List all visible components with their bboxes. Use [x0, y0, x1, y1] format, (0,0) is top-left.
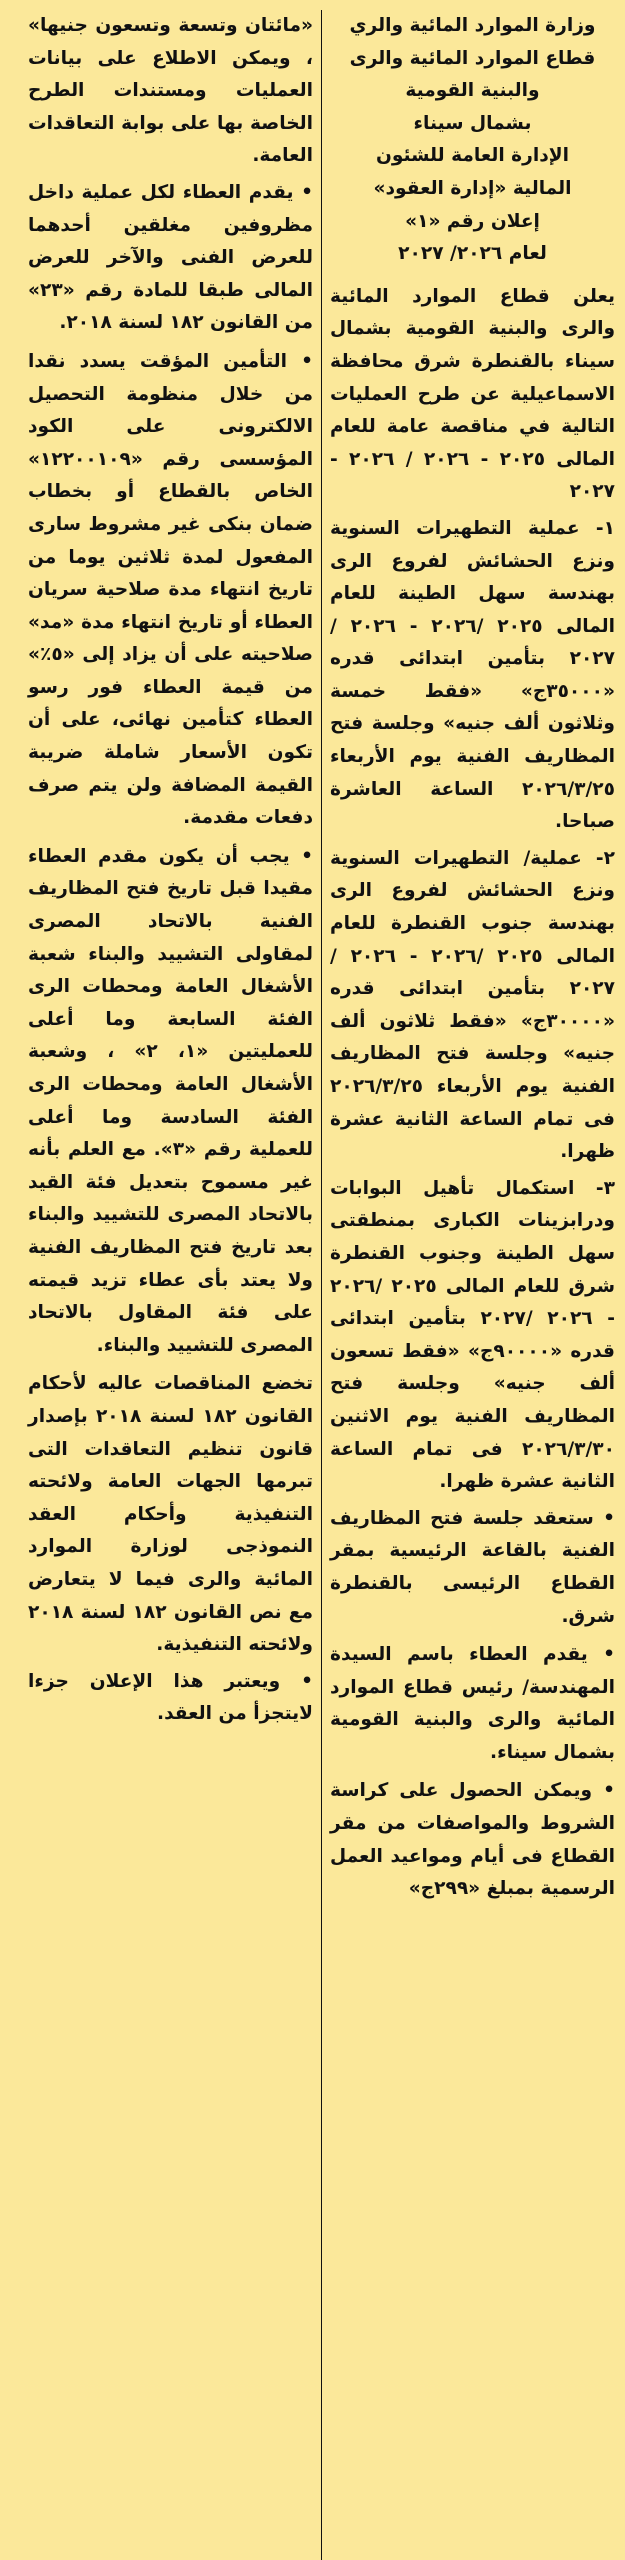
note-bid-addressee: • يقدم العطاء باسم السيدة المهندسة/ رئيس قطاع الموارد المائية والرى والبنية القومية بشمال سيناء.: [330, 1644, 615, 1763]
column-divider: [321, 10, 322, 2560]
booklet-price-continued: «مائتان وتسعة وتسعون جنيها» ، ويمكن الاطلاع على بيانات العمليات ومستندات الطرح الخاصة بها على بوابة التعاقدات العامة.: [28, 15, 313, 167]
intro-paragraph: يعلن قطاع الموارد المائية والرى والبنية القومية بشمال سيناء بالقنطرة شرق محافظة الاسماعيلية عن طرح العمليات التالية في مناقصة عامة للعام المالى ٢٠٢٥ - ٢٠٢٦ / ٢٠٢٦ - ٢٠٢٧: [330, 285, 615, 503]
left-column: [28, 10, 321, 2560]
ministry-name: وزارة الموارد المائية والري: [349, 15, 596, 36]
note-temporary-insurance: • التأمين المؤقت يسدد نقدا من خلال منظومة التحصيل الالكترونى على الكود المؤسسى رقم «١٢٢٠٠١٠٩» الخاص بالقطاع أو بخطاب ضمان بنكى غير مشروط سارى المفعول لمدة ثلاثين يوما من تاريخ انتهاء مدة صلاحية سريان العطاء أو تاريخ انتهاء مدة «مد» صلاحيته على أن يزاد إلى «٥٪» من قيمة العطاء فور رسو العطاء كتأمين نهائى، على أن تكون الأسعار شاملة ضريبة القيمة المضافة ولن يتم صرف دفعات مقدمة.: [28, 350, 313, 829]
department-line2: المالية «إدارة العقود»: [373, 177, 572, 199]
announcement-number: إعلان رقم «١»: [405, 210, 540, 232]
note-contractor-registration: • يجب أن يكون مقدم العطاء مقيدا قبل تاريخ فتح المظاريف الفنية بالاتحاد المصرى لمقاولى التشييد والبناء شعبة الأشغال العامة ومحطات الرى الفئة السابعة وما أعلى للعمليتين «١، ٢» ، وشعبة الأشغال العامة ومحطات الرى الفئة السادسة وما أعلى للعملية رقم «٣». مع العلم بأنه غير مسموح بتعديل فئة القيد بالاتحاد المصرى للتشييد والبناء بعد تاريخ فتح المظاريف الفنية ولا يعتد بأى عطاء تزيد قيمته على فئة المقاول بالاتحاد المصرى للتشييد والبناء.: [28, 845, 313, 1356]
operation-2: ٢- عملية/ التطهيرات السنوية ونزع الحشائش لفروع الرى بهندسة جنوب القنطرة للعام المالى ٢٠٢٥ /٢٠٢٦ - ٢٠٢٦ / ٢٠٢٧ بتأمين ابتدائى قدره «٣٠٠٠٠ج» «فقط ثلاثون ألف جنيه» وجلسة فتح المظاريف الفنية يوم الأربعاء ٢٠٢٦/٣/٢٥ فى تمام الساعة الثانية عشرة ظهرا.: [330, 847, 616, 1163]
operation-3: ٣- استكمال تأهيل البوابات ودرابزينات الكبارى بمنطقتى سهل الطينة وجنوب القنطرة شرق للعام المالى ٢٠٢٥ /٢٠٢٦ - ٢٠٢٦ /٢٠٢٧ بتأمين ابتدائى قدره «٩٠٠٠٠ج» «فقط تسعون ألف جنيه» وجلسة فتح المظاريف الفنية يوم الاثنين ٢٠٢٦/٣/٣٠ فى تمام الساعة الثانية عشرة ظهرا.: [330, 1177, 615, 1493]
sector-name-line2: والبنية القومية: [405, 80, 540, 102]
department-line1: الإدارة العامة للشئون: [376, 145, 569, 167]
operation-1: ١- عملية التطهيرات السنوية ونزع الحشائش لفروع الرى بهندسة سهل الطينة للعام المالى ٢٠٢٥ /٢٠٢٦ - ٢٠٢٦ / ٢٠٢٧ بتأمين ابتدائى قدره «٣٥٠٠٠ج» «فقط خمسة وثلاثون ألف جنيه» وجلسة فتح المظاريف الفنية يوم الأربعاء ٢٠٢٦/٣/٢٥ الساعة العاشرة صباحا.: [330, 517, 616, 833]
sector-location: بشمال سيناء: [413, 112, 532, 134]
right-column: [322, 10, 615, 2560]
note-contract-part: • ويعتبر هذا الإعلان جزءا لايتجزأ من العقد.: [28, 1670, 313, 1725]
note-two-envelopes: • يقدم العطاء لكل عملية داخل مظروفين مغلقين أحدهما للعرض الفنى والآخر للعرض المالى طبقا للمادة رقم «٢٣» من القانون ١٨٢ لسنة ٢٠١٨.: [28, 181, 313, 334]
sector-name-line1: قطاع الموارد المائية والرى: [349, 47, 596, 69]
note-session-location: • ستعقد جلسة فتح المظاريف الفنية بالقاعة الرئيسية بمقر القطاع الرئيسى بالقنطرة شرق.: [330, 1507, 615, 1627]
announcement-header: [330, 10, 615, 271]
legal-framework-paragraph: تخضع المناقصات عاليه لأحكام القانون ١٨٢ لسنة ٢٠١٨ بإصدار قانون تنظيم التعاقدات التى تبرمها الجهات العامة ولائحته التنفيذية وأحكام العقد النموذجى لوزارة الموارد المائية والرى فيما لا يتعارض مع نص القانون ١٨٢ لسنة ٢٠١٨ ولائحته التنفيذية.: [28, 1373, 314, 1656]
note-conditions-booklet: • ويمكن الحصول على كراسة الشروط والمواصفات من مقر القطاع فى أيام ومواعيد العمل الرسمية بمبلغ «٢٩٩ج»: [330, 1780, 615, 1900]
announcement-year: لعام ٢٠٢٦/ ٢٠٢٧: [398, 243, 547, 265]
